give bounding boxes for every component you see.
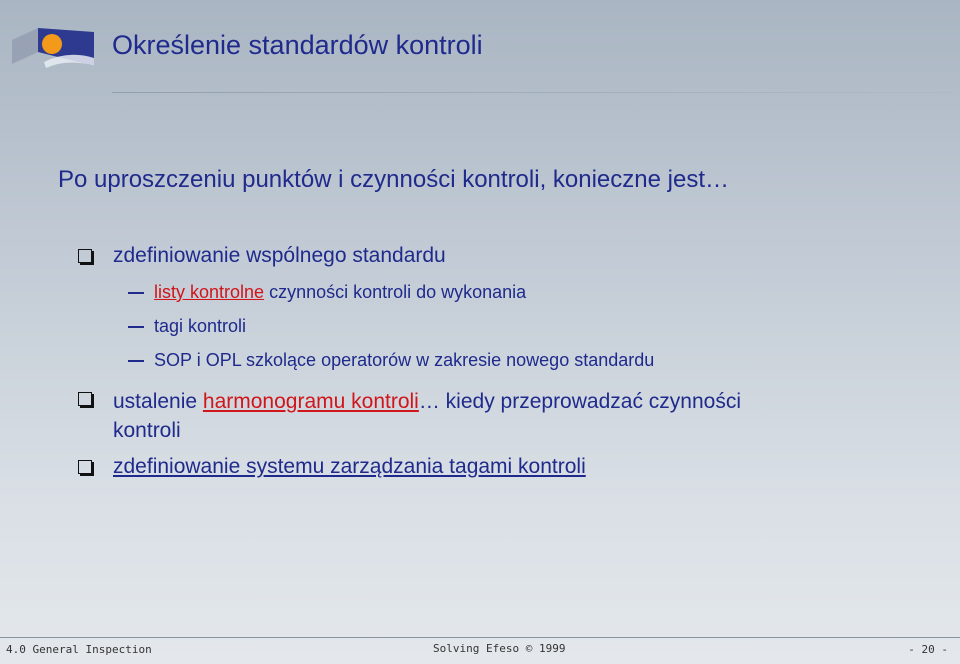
sub-item	[128, 350, 654, 371]
checkbox-bullet-icon	[78, 249, 92, 263]
footer-divider	[0, 637, 960, 638]
bullet-item	[78, 244, 446, 268]
bullet-text: kontroli	[113, 419, 181, 442]
sub-item-text: czynności kontroli do wykonania	[264, 282, 527, 302]
page-title: Określenie standardów kontroli	[112, 30, 483, 60]
sub-item-text: SOP i OPL szkolące operatorów w zakresie nowego standardu	[154, 350, 655, 370]
dash-icon	[128, 292, 144, 294]
ellipsis: …	[418, 390, 440, 413]
page-number: - 20 -	[908, 643, 948, 656]
bullet-text: zdefiniowanie wspólnego standardu	[113, 244, 446, 267]
dash-icon	[128, 360, 144, 362]
schedule-link[interactable]: harmonogramu kontroli	[202, 390, 419, 413]
sub-item-text: tagi kontroli	[154, 316, 247, 336]
footer-center: Solving Efeso © 1999	[433, 642, 566, 655]
intro-text: Po uproszczeniu punktów i czynności kontroli, konieczne jest…	[58, 166, 729, 193]
footer-left: 4.0 General Inspection	[6, 643, 152, 656]
title-divider	[112, 92, 952, 93]
checkbox-bullet-icon	[78, 460, 92, 474]
bullet-item	[78, 387, 878, 445]
bullet-text-block	[113, 387, 741, 445]
bullet-text: kiedy przeprowadzać czynności	[439, 390, 741, 413]
bullet-text: ustalenie	[113, 390, 203, 413]
sub-item	[128, 316, 246, 337]
logo-icon	[8, 22, 96, 72]
bullet-item	[78, 455, 586, 479]
checklist-link[interactable]: listy kontrolne	[154, 282, 265, 302]
tag-management-link[interactable]: zdefiniowanie systemu zarządzania tagami kontroli	[113, 455, 586, 478]
dash-icon	[128, 326, 144, 328]
sub-item	[128, 282, 526, 303]
checkbox-bullet-icon	[78, 392, 92, 406]
